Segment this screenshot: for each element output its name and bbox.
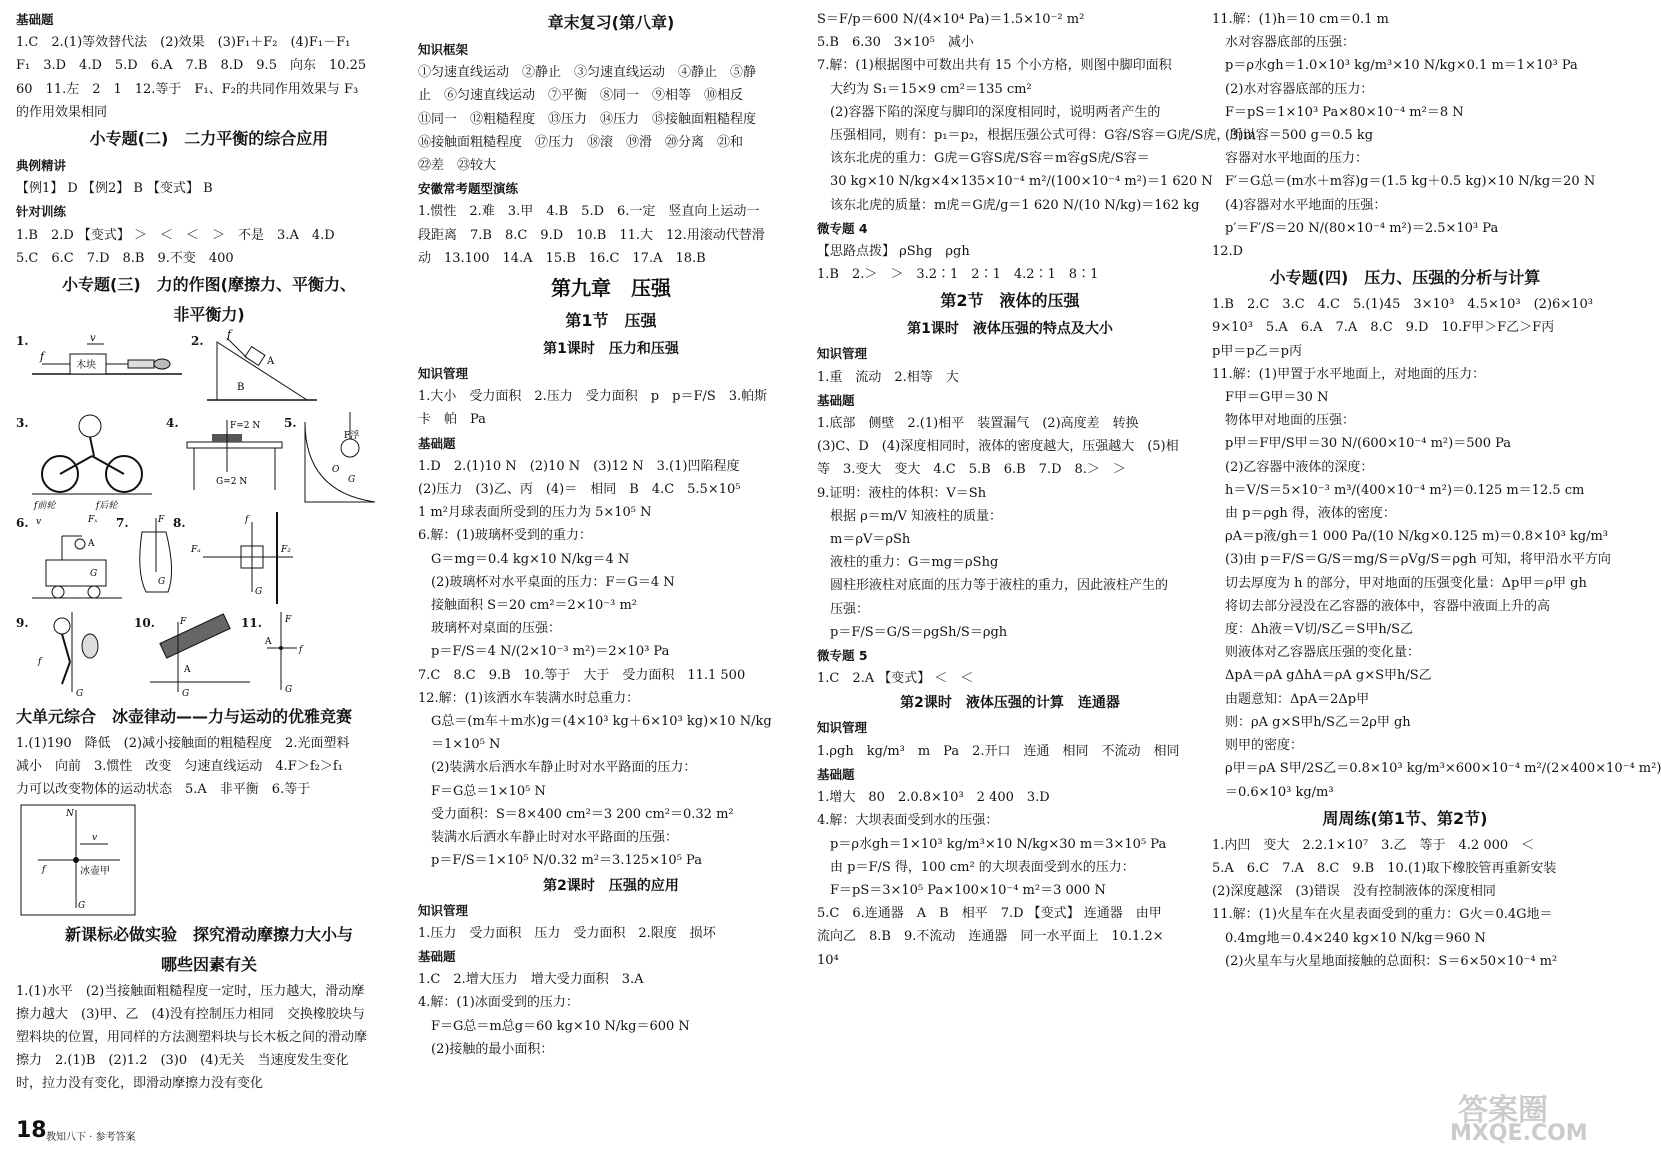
text-line: 物体甲对地面的压强： <box>1212 413 1356 429</box>
text-line: 【思路点拨】 ρShg ρgh <box>817 244 970 260</box>
text-line: ρ甲＝ρA S甲/2S乙＝0.8×10³ kg/m³×600×10⁻⁴ m²/(2×400×10⁻⁴ m²) <box>1212 761 1661 777</box>
figure-11-drawing <box>257 612 317 698</box>
figure-3: 3. f前轮 f后轮 <box>16 412 166 512</box>
figure-10-drawing <box>150 612 250 698</box>
text-line: 12.D <box>1212 244 1244 260</box>
subheading: 基础题 <box>817 392 855 408</box>
text-line: 圆柱形液柱对底面的压力等于液柱的重力，因此液柱产生的 <box>817 578 1169 594</box>
text-line: ρA＝p液/gh＝1 000 Pa/(10 N/kg×0.125 m)＝0.8×10³ kg/m³ <box>1212 529 1608 545</box>
text-line: 1.ρgh kg/m³ m Pa 2.开口 连通 相同 不流动 相同 <box>817 743 1180 759</box>
text-line: 12.解：(1)该洒水车装满水时总重力： <box>418 690 640 706</box>
text-line: 1.C 2.增大压力 增大受力面积 3.A <box>418 972 644 988</box>
friction-label: f <box>42 864 46 875</box>
text-line: p＝ρ水gh＝1.0×10³ kg/m³×10 N/kg×0.1 m＝1×10³ Pa <box>1212 58 1578 74</box>
text-line: ΔpA＝ρA gΔhA＝ρA g×S甲h/S乙 <box>1212 668 1432 684</box>
force-label: Fₓ <box>88 515 98 526</box>
text-line: 4.解：(1)冰面受到的压力： <box>418 995 579 1011</box>
front-friction-label: f前轮 <box>34 501 56 512</box>
figure-4-drawing <box>182 412 292 502</box>
text-line: 则：ρA g×S甲h/S乙＝2ρ甲 gh <box>1212 714 1411 730</box>
column-1 <box>16 8 402 1096</box>
text-line: 压强： <box>817 601 870 617</box>
text-line: 11.解：(1)h＝10 cm＝0.1 m <box>1212 12 1389 27</box>
figure-9-drawing <box>32 612 122 698</box>
text-line: 止 ⑥匀速直线运动 ⑦平衡 ⑧同一 ⑨相等 ⑩相反 <box>418 88 744 104</box>
text-line: 接触面积 S＝20 cm²＝2×10⁻³ m² <box>418 598 637 614</box>
text-line: p′＝F′/S＝20 N/(80×10⁻⁴ m²)＝2.5×10³ Pa <box>1212 220 1499 236</box>
text-line: (3)C、D (4)深度相同时，液体的密度越大，压强越大 (5)相 <box>817 439 1179 455</box>
text-line: 卡 帕 Pa <box>418 412 486 428</box>
subheading: 知识框架 <box>418 42 469 57</box>
text-line: 1.B 2.＞ ＞ 3.2∶1 2∶1 4.2∶1 8∶1 <box>817 267 1099 283</box>
text-line: 液柱的重力：G＝mg＝ρShg <box>817 555 999 571</box>
text-line: 玻璃杯对桌面的压强： <box>418 621 562 637</box>
text-line: 由 p＝F/S 得，100 cm² 的大坝表面受到水的压力： <box>817 859 1135 875</box>
watermark <box>1450 1085 1590 1147</box>
friction-label: f <box>245 515 249 526</box>
text-line: 1.惯性 2.难 3.甲 4.B 5.D 6.一定 竖直向上运动一 <box>418 204 760 220</box>
text-line: (3)由 p＝F/S＝G/S＝mg/S＝ρVg/S＝ρgh 可知，将甲沿水平方向 <box>1212 552 1611 568</box>
column-4 <box>1212 8 1661 973</box>
section-heading: 第2节 液体的压强 <box>940 291 1080 311</box>
curling-figure <box>16 802 402 920</box>
subheading: 基础题 <box>418 435 456 451</box>
text-line: 5.C 6.C 7.D 8.B 9.不变 400 <box>16 250 234 266</box>
text-line: 压强相同，则有：p₁＝p₂，根据压强公式可得：G容/S容＝G虎/S虎，所以 <box>817 128 1256 144</box>
text-line: 7.C 8.C 9.B 10.等于 大于 受力面积 11.1 500 <box>418 667 746 683</box>
text-line: m＝ρV＝ρSh <box>817 532 911 548</box>
text-line: 1.压力 受力面积 压力 受力面积 2.限度 损坏 <box>418 925 716 941</box>
figure-2: 2. A B f <box>191 330 371 410</box>
section-heading: 哪些因素有关 <box>160 954 257 974</box>
text-line: 6.解：(1)玻璃杯受到的重力： <box>418 528 592 544</box>
text-line: (4)容器对水平地面的压强： <box>1212 197 1387 213</box>
section-heading: 非平衡力) <box>173 305 245 325</box>
text-line: p＝F/S＝1×10⁵ N/0.32 m²＝3.125×10⁵ Pa <box>418 853 702 869</box>
normal-force-label: N <box>66 808 74 819</box>
section-heading: 章末复习(第八章) <box>547 13 675 32</box>
text-line: F＝G总＝1×10⁵ N <box>418 783 546 799</box>
figure-3-drawing <box>32 412 152 512</box>
force-label: F=2 N <box>230 421 261 432</box>
text-line: 1.增大 80 2.0.8×10³ 2 400 3.D <box>817 790 1050 806</box>
figure-11: 11. A f F G <box>241 612 321 702</box>
text-line: 时，拉力没有变化，即滑动摩擦力没有变化 <box>16 1076 264 1092</box>
figure-row-4 <box>16 612 402 702</box>
text-line: 根据 ρ＝m/V 知液柱的质量： <box>817 508 1003 524</box>
figure-row-3 <box>16 512 402 612</box>
figure-row-2 <box>16 412 402 512</box>
column-1-part-a <box>16 8 402 330</box>
text-line: ＝0.6×10³ kg/m³ <box>1212 784 1334 800</box>
text-line: 30 kg×10 N/kg×4×135×10⁻⁴ m²/(100×10⁻⁴ m²)＝1 620 N <box>817 174 1213 190</box>
text-line: ①匀速直线运动 ②静止 ③匀速直线运动 ④静止 ⑤静 <box>418 65 757 81</box>
text-line: 11.解：(1)甲置于水平地面上，对地面的压力： <box>1212 366 1486 382</box>
text-line: F＝pS＝1×10³ Pa×80×10⁻⁴ m²＝8 N <box>1212 104 1464 120</box>
figure-9: 9. f G <box>16 612 126 702</box>
text-line: p＝F/S＝G/S＝ρgSh/S＝ρgh <box>817 624 1008 640</box>
figure-6: 6. v Fₓ A G <box>16 512 126 612</box>
text-line: 1 m²月球表面所受到的压力为 5×10⁵ N <box>418 505 652 521</box>
section-heading: 小专题(四) 压力、压强的分析与计算 <box>1269 268 1541 288</box>
text-line: 的作用效果相同 <box>16 104 108 120</box>
text-line: 装满水后洒水车静止时对水平路面的压强： <box>418 830 679 846</box>
text-line: p＝F/S＝4 N/(2×10⁻³ m²)＝2×10³ Pa <box>418 644 670 660</box>
block-label: 木块 <box>76 360 96 372</box>
force-label: F <box>158 515 165 526</box>
section-heading: 第2课时 液体压强的计算 连通器 <box>900 695 1120 712</box>
figure-10: 10. F A G <box>134 612 254 702</box>
text-line: 减小 向前 3.惯性 改变 匀速直线运动 4.F＞f₂＞f₁ <box>16 759 343 775</box>
figure-5-drawing <box>300 412 380 508</box>
gravity-label: G=2 N <box>216 477 248 488</box>
friction-label: f <box>38 657 42 668</box>
text-line: S＝F/p＝600 N/(4×10⁴ Pa)＝1.5×10⁻² m² <box>817 12 1085 27</box>
figure-row-1 <box>16 330 402 412</box>
text-line: 水对容器底部的压强： <box>1212 35 1356 51</box>
velocity-label: v <box>90 333 96 345</box>
text-line: 则甲的密度： <box>1212 738 1304 754</box>
subheading: 知识管理 <box>418 366 469 382</box>
text-line: ㉒差 ㉓较大 <box>418 158 497 174</box>
text-line: p甲＝F甲/S甲＝30 N/(600×10⁻⁴ m²)＝500 Pa <box>1212 436 1512 452</box>
text-line: 4.解：大坝表面受到水的压强： <box>817 813 999 829</box>
text-line: (2)水对容器底部的压力： <box>1212 81 1374 97</box>
figure-6-drawing <box>32 512 122 608</box>
figure-2-drawing <box>207 330 327 410</box>
velocity-label: v <box>36 517 42 528</box>
text-line: 将切去部分浸没在乙容器的液体中，容器中液面上升的高 <box>1212 598 1551 614</box>
column-2 <box>418 8 804 1061</box>
text-line: 1.底部 侧壁 2.(1)相平 装置漏气 (2)高度差 转换 <box>817 416 1139 432</box>
text-line: 该东北虎的质量：m虎＝G虎/g＝1 620 N/(10 N/kg)＝162 kg <box>817 197 1200 213</box>
text-line: 力可以改变物体的运动状态 5.A 非平衡 6.等于 <box>16 782 311 798</box>
gravity-label: G <box>285 685 293 696</box>
label-a: A <box>184 665 191 676</box>
friction-label: f <box>299 645 303 656</box>
text-line: G总＝(m车＋m水)g＝(4×10³ kg＋6×10³ kg)×10 N/kg <box>418 714 772 730</box>
figure-8-drawing <box>189 512 299 604</box>
text-line: 该东北虎的重力：G虎＝G容S虎/S容＝m容gS虎/S容＝ <box>817 151 1150 167</box>
text-line: ＝1×10⁵ N <box>418 737 501 753</box>
label-a: A <box>267 356 275 368</box>
text-line: ⑯接触面粗糙程度 ⑰压力 ⑱滚 ⑲滑 ⑳分离 ㉑和 <box>418 134 744 150</box>
text-line: 切去厚度为 h 的部分，甲对地面的压强变化量：Δp甲＝ρ甲 gh <box>1212 575 1587 591</box>
label-a: A <box>265 637 272 648</box>
buoyancy-label: F浮 <box>344 431 360 442</box>
text-line: G＝mg＝0.4 kg×10 N/kg＝4 N <box>418 551 630 567</box>
text-line: (2)玻璃杯对水平桌面的压力：F＝G＝4 N <box>418 574 675 590</box>
subheading: 典例精讲 <box>16 158 67 174</box>
subheading: 基础题 <box>418 948 456 964</box>
force-label: F <box>180 617 187 628</box>
text-line: 大约为 S₁＝15×9 cm²＝135 cm² <box>817 81 1032 97</box>
section-heading: 小专题(二) 二力平衡的综合应用 <box>89 129 329 149</box>
support-force-label: F <box>285 615 292 626</box>
section-heading: 周周练(第1节、第2节) <box>1322 808 1488 828</box>
section-heading: 第1课时 液体压强的特点及大小 <box>907 321 1113 338</box>
gravity-label: G <box>182 689 190 700</box>
subheading: 知识管理 <box>817 720 868 736</box>
text-line: p甲＝p乙＝p丙 <box>1212 343 1302 359</box>
text-line: 1.B 2.D 【变式】 ＞ ＜ ＜ ＞ 不是 3.A 4.D <box>16 227 335 243</box>
rear-friction-label: f后轮 <box>96 501 118 512</box>
subheading: 微专题 4 <box>817 220 868 236</box>
text-line: 由题意知：ΔpA＝2Δp甲 <box>1212 691 1370 707</box>
section-heading: 第1课时 压力和压强 <box>543 341 679 358</box>
subheading: 知识管理 <box>418 902 469 918</box>
label-a: A <box>88 539 95 550</box>
text-line: 1.D 2.(1)10 N (2)10 N (3)12 N 3.(1)凹陷程度 <box>418 458 740 474</box>
text-line: 5.C 6.连通器 A B 相平 7.D 【变式】 连通器 由甲 <box>817 906 1162 922</box>
figure-1-drawing <box>32 330 182 410</box>
text-line: 则液体对乙容器底压强的变化量： <box>1212 645 1421 661</box>
text-line: 由 p＝ρgh 得，液体的密度： <box>1212 506 1396 522</box>
text-line: 【例1】 D 【例2】 B 【变式】 B <box>16 181 213 197</box>
text-line: 1.重 流动 2.相等 大 <box>817 369 959 385</box>
text-line: F＝G总＝m总g＝60 kg×10 N/kg＝600 N <box>418 1018 690 1034</box>
text-line: 0.4mg地＝0.4×240 kg×10 N/kg＝960 N <box>1212 930 1486 946</box>
text-line: 1.(1)水平 (2)当接触面粗糙程度一定时，压力越大，滑动摩 <box>16 983 365 999</box>
text-line: (2)压力 (3)乙、丙 (4)＝ 相同 B 4.C 5.5×10⁵ <box>418 482 741 498</box>
watermark-url: MXQE.COM <box>1450 1121 1588 1146</box>
gravity-label: G <box>90 569 98 580</box>
watermark-logo: 答案圈 <box>1458 1093 1548 1128</box>
text-line: (2)乙容器中液体的深度： <box>1212 459 1374 475</box>
gravity-label: G <box>348 475 356 486</box>
curling-stone-label: 冰壶甲 <box>80 865 110 877</box>
page-number: 18 <box>16 1118 47 1143</box>
label-b: B <box>237 382 245 394</box>
subheading: 微专题 5 <box>817 648 868 664</box>
velocity-label: v <box>92 832 98 843</box>
figure-1: 1. 木块 f v <box>16 330 196 410</box>
column-1-part-b <box>16 702 402 802</box>
figure-7: 7. F G <box>116 512 196 612</box>
column-1-part-c <box>16 920 402 1096</box>
subheading: 知识管理 <box>817 346 868 362</box>
text-line: 1.B 2.C 3.C 4.C 5.(1)45 3×10³ 4.5×10³ (2)6×10³ <box>1212 297 1593 313</box>
gravity-label: G <box>76 689 84 700</box>
text-line: 11.解：(1)火星车在火星表面受到的重力：G火＝0.4G地＝ <box>1212 907 1553 923</box>
text-line: 1.C 2.A 【变式】 ＜ ＜ <box>817 671 974 687</box>
text-line: (2)容器下陷的深度与脚印的深度相同时，说明两者产生的 <box>817 104 1161 120</box>
figure-8: 8. Fₐ F₂ f G <box>173 512 303 612</box>
footer-text: 教知八下 · 参考答案 <box>46 1132 136 1143</box>
section-heading: 大单元综合 冰壶律动——力与运动的优雅竞赛 <box>16 707 353 727</box>
text-line: 7.解：(1)根据图中可数出共有 15 个小方格，则图中脚印面积 <box>817 58 1172 74</box>
section-heading: 第九章 压强 <box>551 276 671 301</box>
subheading: 针对训练 <box>16 204 67 220</box>
text-line: 1.大小 受力面积 2.压力 受力面积 p p＝F/S 3.帕斯 <box>418 389 768 405</box>
text-line: 度：Δh液＝V切/S乙＝S甲h/S乙 <box>1212 622 1413 638</box>
text-line: (3)m容＝500 g＝0.5 kg <box>1212 128 1374 144</box>
text-line: F＝pS＝3×10⁵ Pa×100×10⁻⁴ m²＝3 000 N <box>817 882 1106 898</box>
text-line: 擦力越大 (3)甲、乙 (4)没有控制压力相同 交换橡胶块与 <box>16 1006 365 1022</box>
text-line: 流向乙 8.B 9.不流动 连通器 同一水平面上 10.1.2× <box>817 929 1164 945</box>
section-heading: 小专题(三) 力的作图(摩擦力、平衡力、 <box>62 275 356 295</box>
text-line: 5.A 6.C 7.A 8.C 9.B 10.(1)取下橡胶管再重新安装 <box>1212 860 1557 876</box>
text-line: (2)装满水后洒水车静止时对水平路面的压力： <box>418 760 697 776</box>
gravity-label: G <box>255 587 263 598</box>
text-line: (2)深度越深 (3)错误 没有控制液体的深度相同 <box>1212 884 1496 900</box>
section-heading: 新课标必做实验 探究滑动摩擦力大小与 <box>64 924 353 944</box>
text-line: 1.内凹 变大 2.2.1×10⁷ 3.乙 等于 4.2 000 ＜ <box>1212 837 1535 853</box>
text-line: 9.证明：液柱的体积：V＝Sh <box>817 485 987 501</box>
text-line: 动 13.100 14.A 15.B 16.C 17.A 18.B <box>418 250 706 266</box>
text-line: F₁ 3.D 4.D 5.D 6.A 7.B 8.D 9.5 向东 10.25 <box>16 58 367 74</box>
text-line: 1.C 2.(1)等效替代法 (2)效果 (3)F₁＋F₂ (4)F₁－F₁ <box>16 35 351 51</box>
section-heading: 第1节 压强 <box>565 311 657 331</box>
text-line: 段距离 7.B 8.C 9.D 10.B 11.大 12.用滚动代替滑 <box>418 227 765 243</box>
subheading: 基础题 <box>817 766 855 782</box>
text-line: 10⁴ <box>817 952 839 968</box>
text-line: 受力面积：S＝8×400 cm²＝3 200 cm²＝0.32 m² <box>418 806 734 822</box>
text-line: ⑪同一 ⑫粗糙程度 ⑬压力 ⑭压力 ⑮接触面粗糙程度 <box>418 111 757 127</box>
text-line: (2)接触的最小面积： <box>418 1041 554 1057</box>
text-line: F甲＝G甲＝30 N <box>1212 390 1329 406</box>
figure-5: 5. F浮 G O <box>284 412 394 512</box>
text-line: 容器对水平地面的压力： <box>1212 151 1369 167</box>
gravity-label: G <box>158 577 166 588</box>
text-line: 9×10³ 5.A 6.A 7.A 8.C 9.D 10.F甲＞F乙＞F丙 <box>1212 320 1555 336</box>
text-line: p＝ρ水gh＝1×10³ kg/m³×10 N/kg×30 m＝3×10⁵ Pa <box>817 836 1167 852</box>
text-line: 1.(1)190 降低 (2)减小接触面的粗糙程度 2.光面塑料 <box>16 736 350 752</box>
text-line: 塑料块的位置，用同样的方法测塑料块与长木板之间的滑动摩 <box>16 1030 368 1046</box>
curling-drawing <box>20 804 136 916</box>
figure-4: 4. F=2 N G=2 N <box>166 412 296 512</box>
subheading: 基础题 <box>16 12 54 27</box>
text-line: (2)火星车与火星地面接触的总面积：S＝6×50×10⁻⁴ m² <box>1212 953 1558 969</box>
force-b-label: F₂ <box>281 545 291 556</box>
gravity-label: G <box>78 900 86 911</box>
text-line: h＝V/S＝5×10⁻³ m³/(400×10⁻⁴ m²)＝0.125 m＝12.5 cm <box>1212 482 1585 498</box>
subheading: 安徽常考题型演练 <box>418 181 519 197</box>
text-line: F′＝G总＝(m水＋m容)g＝(1.5 kg＋0.5 kg)×10 N/kg＝20 N <box>1212 174 1596 190</box>
section-heading: 第2课时 压强的应用 <box>543 877 679 894</box>
text-line: 等 3.变大 变大 4.C 5.B 6.B 7.D 8.＞ ＞ <box>817 462 1126 478</box>
friction-label: f <box>40 350 45 364</box>
text-line: 5.B 6.30 3×10⁵ 减小 <box>817 35 974 51</box>
point-label: O <box>332 465 340 476</box>
force-a-label: Fₐ <box>191 545 201 556</box>
text-line: 60 11.左 2 1 12.等于 F₁、F₂的共同作用效果与 F₃ <box>16 81 359 97</box>
friction-label: f <box>227 328 232 342</box>
text-line: 擦力 2.(1)B (2)1.2 (3)0 (4)无关 当速度发生变化 <box>16 1053 349 1069</box>
